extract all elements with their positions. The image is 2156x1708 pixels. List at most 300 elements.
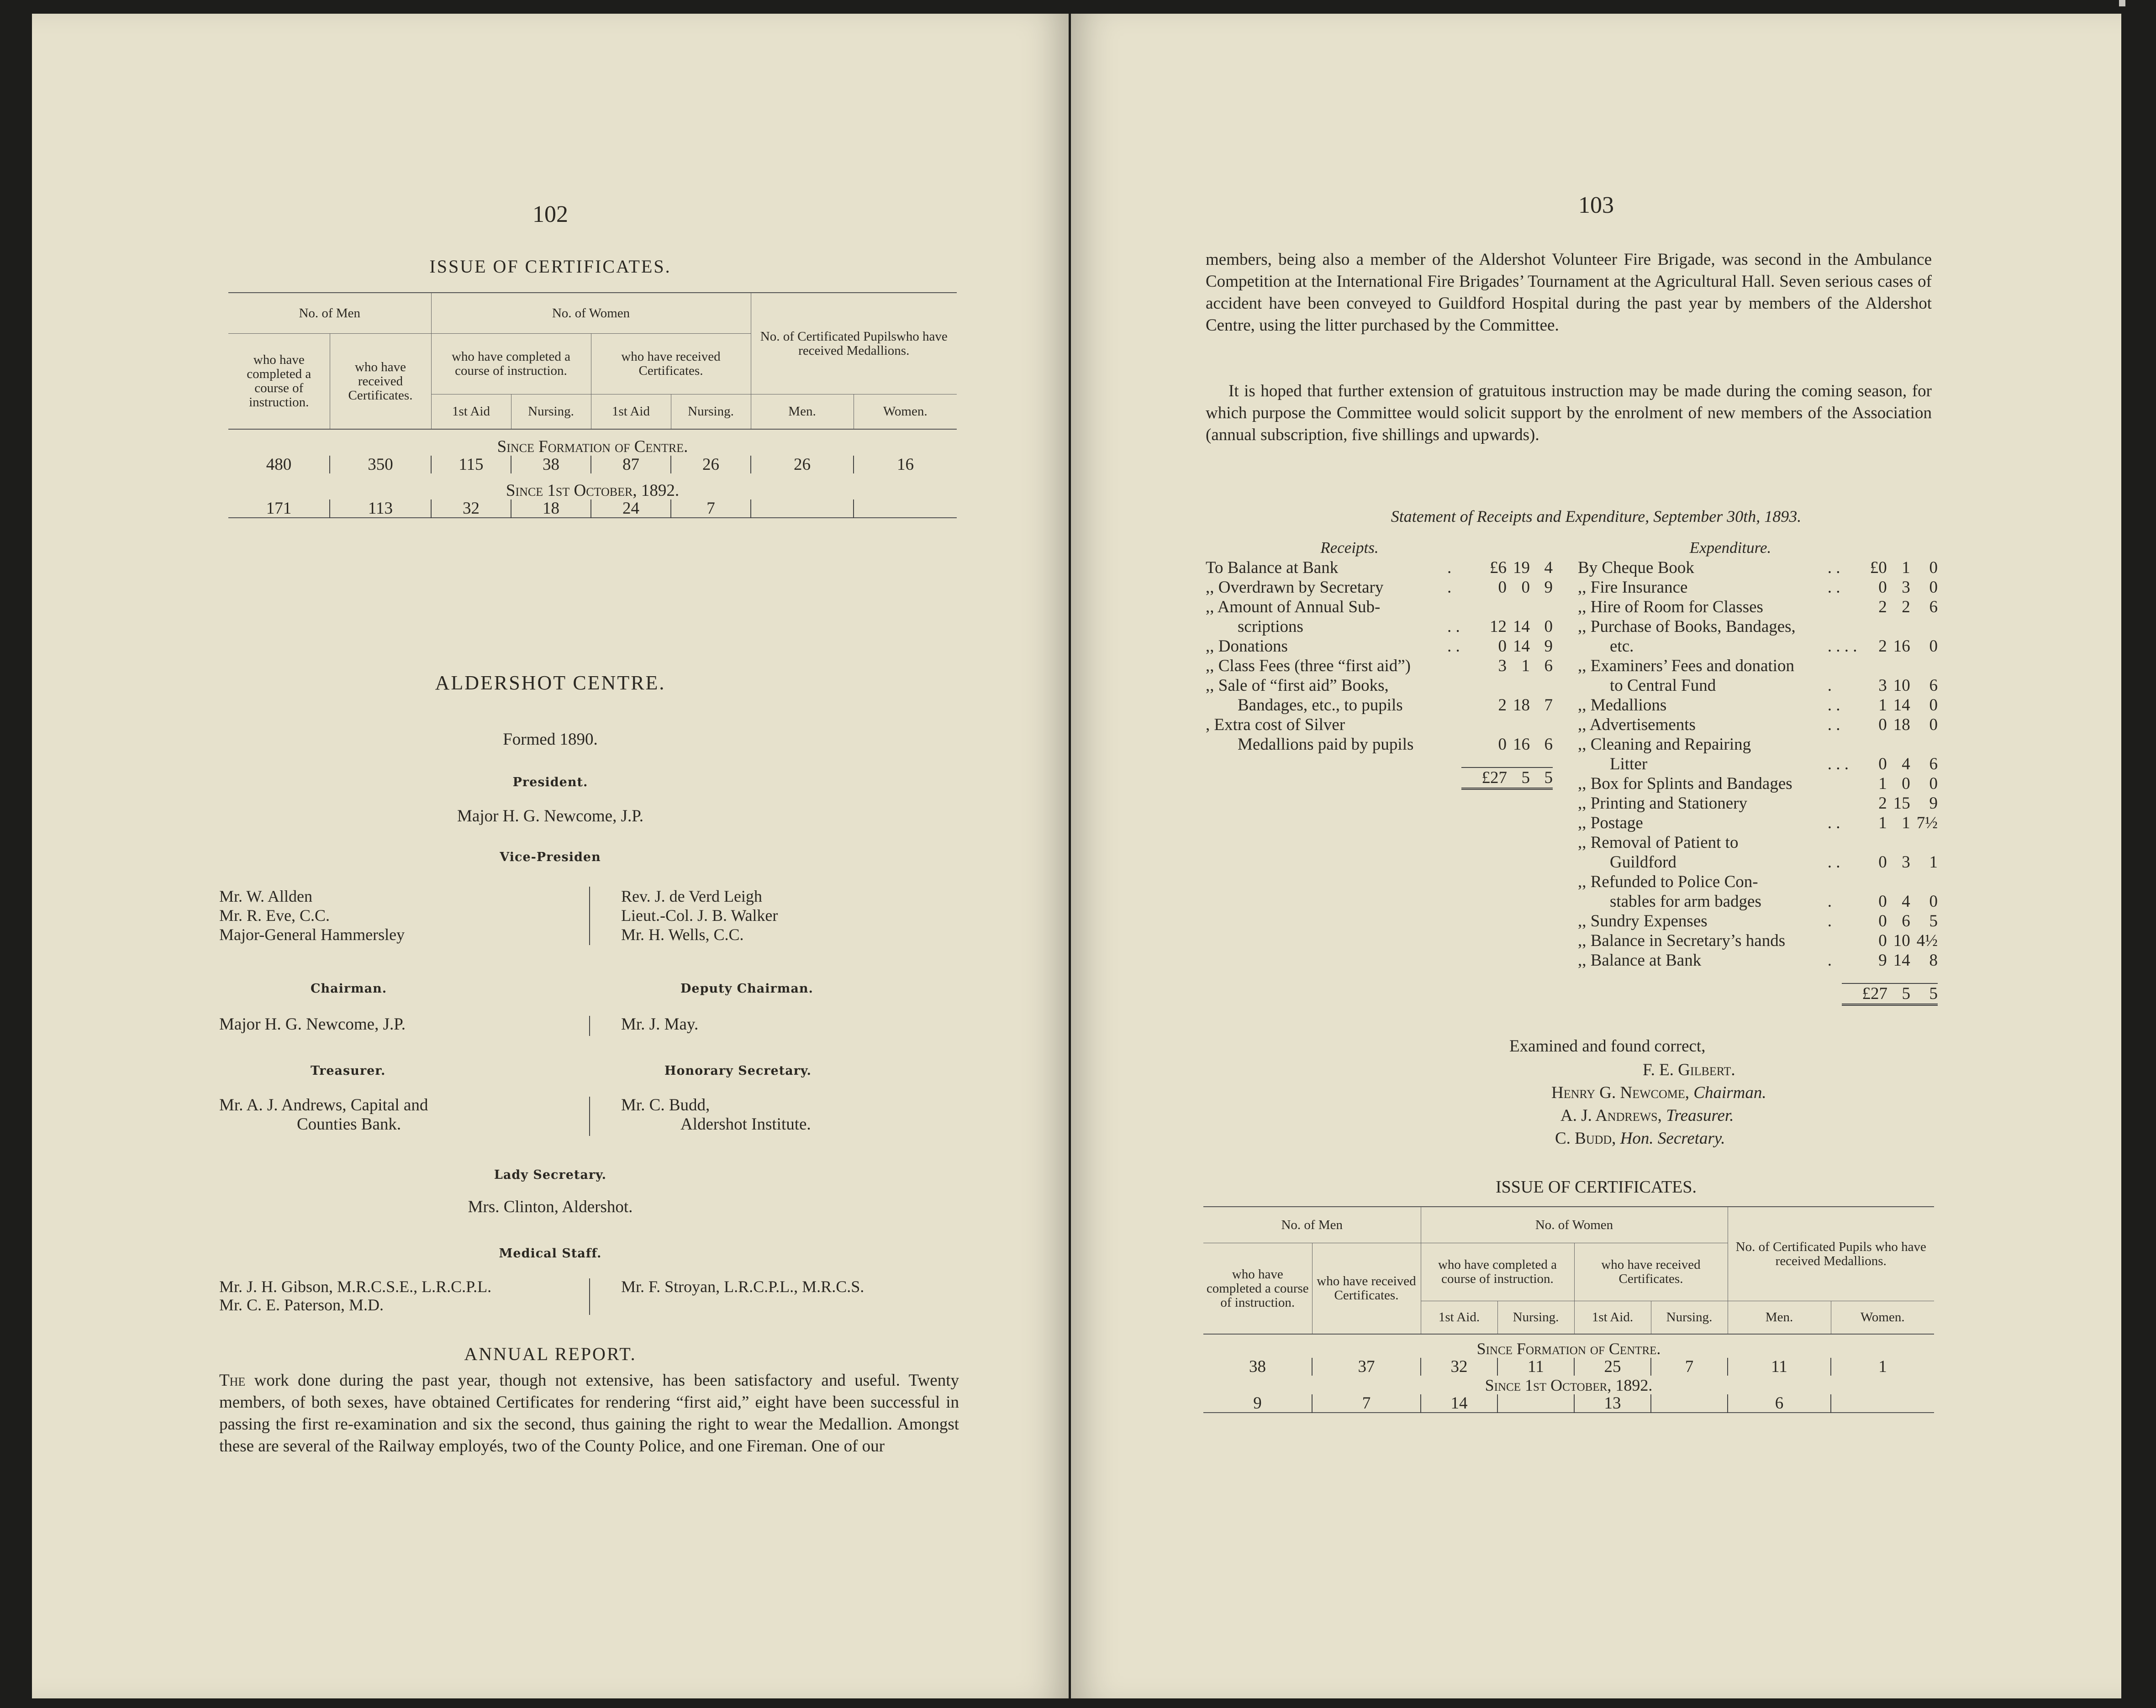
amount-shillings: 0	[1521, 578, 1530, 597]
amount-shillings: 4	[1902, 892, 1910, 911]
amount-pence: 9	[1544, 637, 1553, 656]
account-row	[1578, 656, 1938, 676]
value-cell	[1497, 1394, 1574, 1413]
value-cell: 350	[330, 456, 431, 473]
leader-dots: . . . .	[1827, 637, 1857, 656]
paragraph-further-extension: It is hoped that further extension of gratuitous instruction may be made during the coming season, for which purpose the Committee would solicit support by the enrolment of new members of the Association (annual subscription, five shillings and upwards).	[1206, 382, 1932, 444]
treasurer-line: Mr. A. J. Andrews, Capital and	[219, 1096, 428, 1114]
account-row	[1578, 695, 1938, 715]
account-label: ,, Sale of “first aid” Books,	[1206, 676, 1389, 695]
account-label: Bandages, etc., to pupils	[1238, 696, 1403, 715]
amount-pounds	[1479, 715, 1507, 735]
leader-dots: . .	[1447, 617, 1460, 636]
account-row	[1578, 617, 1938, 636]
amount-pounds	[1860, 872, 1887, 892]
leader-dots	[1447, 676, 1479, 695]
page-number: 103	[1578, 192, 1614, 218]
women-received-header: who have received Certificates.	[591, 334, 751, 394]
amount-pence: 6	[1929, 598, 1938, 616]
honorary-secretary-details	[621, 1096, 811, 1134]
amount-pence	[1530, 676, 1553, 695]
amount-pence	[1530, 715, 1553, 735]
group-women-header: No. of Women	[1421, 1207, 1728, 1243]
signatory	[1643, 1060, 1735, 1080]
amount-shillings: 1	[1521, 657, 1530, 675]
leader-dots	[1447, 695, 1479, 715]
vice-president: Major-General Hammersley	[219, 925, 405, 944]
leader-dots: . .	[1827, 696, 1840, 715]
column-divider	[589, 887, 590, 945]
account-row	[1206, 735, 1553, 754]
value-cell: 25	[1574, 1358, 1651, 1376]
group-men-header: No. of Men	[228, 293, 431, 334]
amount-pounds: 0	[1878, 755, 1887, 773]
president-heading: President.	[512, 775, 588, 789]
leader-dots	[1828, 617, 1860, 636]
leader-dots: .	[1827, 951, 1832, 970]
honorary-secretary-line: Aldershot Institute.	[680, 1115, 811, 1134]
page-number: 102	[532, 201, 568, 227]
amount-shillings	[1507, 597, 1530, 617]
value-cell: 87	[591, 456, 671, 473]
leader-dots: . .	[1827, 578, 1840, 597]
leader-dots: . .	[1827, 814, 1840, 832]
leader-dots: . .	[1827, 715, 1840, 734]
amount-pence: 8	[1929, 951, 1938, 970]
amount-pounds: 0	[1878, 912, 1887, 930]
lady-secretary-name: Mrs. Clinton, Aldershot.	[468, 1198, 633, 1216]
amount-pounds: 2	[1878, 598, 1887, 616]
left-page	[32, 14, 1069, 1698]
account-row	[1578, 794, 1938, 813]
value-cell: 113	[330, 499, 431, 518]
account-row	[1578, 636, 1938, 656]
certificates-title: ISSUE OF CERTIFICATES.	[1495, 1177, 1697, 1197]
value-cell: 26	[751, 456, 854, 473]
amount-pounds: 1	[1878, 814, 1887, 832]
account-row	[1206, 617, 1553, 636]
amount-pence: 7	[1544, 696, 1553, 715]
account-row	[1578, 597, 1938, 617]
signatory-name: A. J. Andrews,	[1560, 1106, 1662, 1125]
amount-pence: 9	[1544, 578, 1553, 597]
sub-first-aid: 1st Aid.	[1421, 1301, 1497, 1334]
account-label: ,, Fire Insurance	[1578, 578, 1688, 597]
value-cell: 32	[431, 499, 511, 518]
amount-pence: 7½	[1916, 814, 1938, 832]
account-label: ,, Hire of Room for Classes	[1578, 598, 1763, 616]
account-label: Guildford	[1610, 853, 1676, 872]
amount-pence	[1910, 735, 1938, 754]
account-row	[1206, 597, 1553, 617]
treasurer-heading: Treasurer.	[311, 1064, 386, 1078]
since-october-label: Since 1st October, 1892.	[1485, 1376, 1653, 1394]
amount-pence: 0	[1929, 715, 1938, 734]
sub-first-aid: 1st Aid	[591, 394, 671, 429]
amount-shillings: 10	[1893, 676, 1910, 695]
medical-staff-member: Mr. J. H. Gibson, M.R.C.S.E., L.R.C.P.L.	[219, 1277, 492, 1296]
account-label: By Cheque Book	[1578, 558, 1694, 577]
leader-dots	[1447, 656, 1479, 676]
value-cell: 26	[671, 456, 751, 473]
account-label: etc.	[1610, 637, 1634, 656]
amount-shillings	[1887, 656, 1910, 676]
account-label: scriptions	[1238, 617, 1303, 636]
value-cell: 7	[1312, 1394, 1421, 1413]
amount-shillings: 16	[1513, 735, 1530, 754]
men-completed-header: who have completed a course of instruction.	[1203, 1243, 1312, 1335]
receipts-total-pence: 5	[1530, 767, 1553, 789]
medical-staff-member: Mr. C. E. Paterson, M.D.	[219, 1296, 384, 1314]
value-cell	[1831, 1394, 1934, 1413]
since-october-label: Since 1st October, 1892.	[506, 481, 680, 500]
medical-staff-member: Mr. F. Stroyan, L.R.C.P.L., M.R.C.S.	[621, 1277, 865, 1296]
amount-pounds	[1479, 597, 1507, 617]
account-label: ,, Purchase of Books, Bandages,	[1578, 617, 1796, 636]
receipts-total-shillings: 5	[1507, 767, 1530, 789]
leader-dots	[1828, 774, 1860, 794]
account-row	[1206, 656, 1553, 676]
amount-pounds: 12	[1490, 617, 1507, 636]
amount-shillings: 18	[1513, 696, 1530, 715]
leader-dots: .	[1827, 912, 1832, 930]
account-row	[1206, 715, 1553, 735]
right-page	[1071, 14, 2121, 1698]
account-label: to Central Fund	[1610, 676, 1716, 695]
sub-women: Women.	[854, 394, 957, 429]
group-men-header: No. of Men	[1203, 1207, 1421, 1243]
amount-pounds: 2	[1878, 794, 1887, 813]
signatory-name: F. E. Gilbert.	[1643, 1061, 1735, 1079]
account-row	[1578, 578, 1938, 597]
account-row	[1206, 636, 1553, 656]
account-row	[1578, 872, 1938, 892]
amount-pence	[1910, 872, 1938, 892]
amount-pence: 4½	[1916, 931, 1938, 950]
amount-pence: 0	[1929, 774, 1938, 793]
amount-pence	[1910, 617, 1938, 636]
amount-pence	[1910, 656, 1938, 676]
expenditure-total-table	[1578, 983, 1938, 1006]
vice-president: Lieut.-Col. J. B. Walker	[621, 906, 778, 925]
leader-dots	[1828, 597, 1860, 617]
value-cell: 38	[1249, 1357, 1266, 1376]
amount-shillings: 6	[1902, 912, 1910, 930]
account-label: ,, Cleaning and Repairing	[1578, 735, 1751, 754]
account-label: ,, Advertisements	[1578, 715, 1696, 734]
account-label: ,, Box for Splints and Bandages	[1578, 774, 1792, 793]
women-completed-header: who have completed a course of instruction.	[1421, 1243, 1574, 1301]
annual-report-body: work done during the past year, though not extensive, has been satisfactory and useful. Twenty members, of both sexes, have obtained Certificates for rendering “first aid,” eight have been successful in passing the first re-examination and six the second, thus gaining the right to wear the Medallion. Amongst these are several of the Railway employés, two of the County Police, and one Fireman. One of our	[219, 1371, 959, 1456]
value-cell: 115	[431, 456, 511, 473]
leader-dots: . . .	[1827, 755, 1849, 773]
value-cell: 38	[511, 456, 591, 473]
amount-pence: 4	[1544, 558, 1553, 577]
leader-dots	[1828, 872, 1860, 892]
women-received-header: who have received Certificates.	[1574, 1243, 1728, 1301]
medical-staff-right	[621, 1277, 864, 1296]
account-row	[1206, 558, 1553, 578]
amount-shillings: 0	[1902, 774, 1910, 793]
account-label: ,, Donations	[1206, 637, 1288, 656]
amount-shillings	[1507, 715, 1530, 735]
sub-first-aid: 1st Aid.	[1574, 1301, 1651, 1334]
amount-pounds: 0	[1878, 578, 1887, 597]
account-row	[1578, 951, 1938, 970]
leader-dots: .	[1827, 892, 1832, 911]
receipts-section	[1206, 539, 1553, 790]
annual-report-lead: The	[219, 1371, 246, 1390]
account-label: ,, Postage	[1578, 814, 1643, 832]
certificates-table-left	[228, 292, 957, 518]
account-label: ,, Medallions	[1578, 696, 1667, 715]
account-row	[1578, 774, 1938, 794]
amount-shillings: 10	[1893, 931, 1910, 950]
value-cell: 14	[1421, 1394, 1497, 1413]
leader-dots: .	[1447, 578, 1452, 597]
leader-dots	[1828, 931, 1860, 951]
amount-shillings: 19	[1513, 558, 1530, 577]
value-cell: 11	[1728, 1358, 1831, 1376]
treasurer-details	[219, 1096, 428, 1134]
amount-pence: 6	[1544, 657, 1553, 675]
receipts-heading: Receipts.	[1320, 539, 1379, 557]
statement-title: Statement of Receipts and Expenditure, September 30th, 1893.	[1391, 507, 1802, 526]
account-row	[1206, 578, 1553, 597]
amount-shillings	[1887, 833, 1910, 852]
value-cell: 9	[1253, 1394, 1262, 1413]
signatory-role: Treasurer.	[1666, 1106, 1734, 1125]
expenditure-total-pounds: £27	[1842, 983, 1887, 1005]
amount-pounds	[1479, 676, 1507, 695]
amount-shillings: 14	[1513, 637, 1530, 656]
account-label: stables for arm badges	[1610, 892, 1761, 911]
amount-shillings: 14	[1893, 696, 1910, 715]
value-cell: 16	[854, 456, 957, 473]
expenditure-total-pence: 5	[1910, 983, 1938, 1005]
value-cell: 1	[1831, 1358, 1934, 1376]
expenditure-heading: Expenditure.	[1689, 539, 1771, 557]
amount-shillings: 1	[1902, 558, 1910, 577]
account-label: ,, Balance at Bank	[1578, 951, 1702, 970]
centre-title: ALDERSHOT CENTRE.	[435, 672, 666, 694]
account-row	[1578, 852, 1938, 872]
account-label: Litter	[1610, 755, 1648, 773]
leader-dots	[1828, 833, 1860, 852]
amount-pounds	[1860, 833, 1887, 852]
certificates-title: ISSUE OF CERTIFICATES.	[429, 256, 671, 277]
leader-dots: . .	[1827, 558, 1840, 577]
amount-shillings: 3	[1902, 853, 1910, 872]
account-row	[1578, 813, 1938, 833]
account-row	[1578, 931, 1938, 951]
men-completed-header: who have completed a course of instruction.	[228, 334, 330, 430]
expenditure-section	[1578, 539, 1938, 1006]
amount-pounds	[1860, 656, 1887, 676]
vice-presidents-left	[219, 887, 405, 944]
value-cell: 6	[1728, 1394, 1831, 1413]
account-row	[1578, 558, 1938, 578]
account-label: Medallions paid by pupils	[1238, 735, 1414, 754]
lady-secretary-heading: Lady Secretary.	[494, 1168, 607, 1182]
amount-shillings: 1	[1902, 814, 1910, 832]
leader-dots	[1828, 794, 1860, 813]
account-row	[1578, 911, 1938, 931]
amount-pounds	[1860, 735, 1887, 754]
account-row	[1578, 892, 1938, 911]
signatory	[1555, 1129, 1725, 1148]
amount-shillings	[1887, 617, 1910, 636]
amount-shillings: 14	[1893, 951, 1910, 970]
amount-shillings: 15	[1893, 794, 1910, 813]
amount-shillings	[1507, 676, 1530, 695]
amount-pence: 6	[1929, 755, 1938, 773]
men-received-header: who have received Certificates.	[330, 334, 431, 430]
vice-presidents-heading: Vice-Presiden	[500, 850, 601, 864]
amount-pence	[1910, 833, 1938, 852]
vice-presidents-right	[621, 887, 778, 944]
amount-pence: 0	[1544, 617, 1553, 636]
amount-shillings: 2	[1902, 598, 1910, 616]
signatory-role: Chairman.	[1693, 1083, 1766, 1102]
account-label: ,, Printing and Stationery	[1578, 794, 1747, 813]
amount-pence: 6	[1544, 735, 1553, 754]
medical-staff-left	[219, 1277, 491, 1314]
account-label: To Balance at Bank	[1206, 558, 1339, 577]
group-women-header: No. of Women	[431, 293, 751, 334]
amount-pence: 0	[1929, 637, 1938, 656]
leader-dots: .	[1447, 558, 1452, 577]
leader-dots	[1828, 735, 1860, 754]
amount-pounds: £0	[1870, 558, 1887, 577]
examined-statement: Examined and found correct,	[1509, 1037, 1706, 1056]
account-row	[1206, 695, 1553, 715]
amount-pence: 9	[1929, 794, 1938, 813]
account-row	[1578, 735, 1938, 754]
honorary-secretary-heading: Honorary Secretary.	[664, 1064, 812, 1078]
chairman-heading: Chairman.	[311, 982, 387, 996]
formed-date: Formed 1890.	[503, 730, 598, 749]
amount-pence: 6	[1929, 676, 1938, 695]
value-cell: 7	[1651, 1358, 1728, 1376]
sub-men: Men.	[1728, 1301, 1831, 1334]
vice-president: Mr. R. Eve, C.C.	[219, 906, 330, 925]
amount-pence: 0	[1929, 578, 1938, 597]
sub-men: Men.	[751, 394, 854, 429]
paragraph-continuation: members, being also a member of the Aldershot Volunteer Fire Brigade, was second in the Ambulance Competition at the International Fire Brigades’ Tournament at the Agricultural Hall. Seven serious cases of accident have been conveyed to Guildford Hospital during the past year by members of the Aldershot Centre, using the litter purchased by the Committee.	[1206, 250, 1932, 335]
signatory	[1560, 1106, 1734, 1125]
account-label: ,, Removal of Patient to	[1578, 833, 1739, 852]
annual-report-text	[219, 1370, 959, 1457]
amount-pounds: 1	[1878, 696, 1887, 715]
amount-pence: 1	[1929, 853, 1938, 872]
leader-dots: .	[1827, 676, 1832, 695]
men-received-header: who have received Certificates.	[1312, 1243, 1421, 1335]
amount-pounds: £6	[1490, 558, 1507, 577]
sub-women: Women.	[1831, 1301, 1934, 1334]
value-cell: 24	[591, 499, 671, 518]
sub-nursing: Nursing.	[1651, 1301, 1728, 1334]
since-formation-label: Since Formation of Centre.	[1476, 1340, 1661, 1358]
leader-dots	[1828, 656, 1860, 676]
amount-pounds: 3	[1878, 676, 1887, 695]
account-row	[1578, 754, 1938, 774]
value-cell: 18	[511, 499, 591, 518]
value-cell: 11	[1497, 1358, 1574, 1376]
amount-pence	[1530, 597, 1553, 617]
annual-report-title: ANNUAL REPORT.	[464, 1344, 637, 1364]
amount-pounds: 0	[1878, 853, 1887, 872]
account-label: , Extra cost of Silver	[1206, 715, 1345, 734]
medallions-header: No. of Certificated Pupils who have received Medallions.	[1728, 1207, 1934, 1301]
treasurer-line: Counties Bank.	[297, 1115, 401, 1134]
receipts-total-pounds: £27	[1461, 767, 1507, 789]
expenditure-total-shillings: 5	[1887, 983, 1910, 1005]
scan-corner-marker	[2119, 0, 2125, 6]
leader-dots	[1447, 597, 1479, 617]
signatory-name: Henry G. Newcome,	[1551, 1083, 1690, 1102]
value-cell	[854, 499, 957, 518]
amount-pounds: 0	[1878, 931, 1887, 950]
amount-shillings: 3	[1902, 578, 1910, 597]
account-label: ,, Examiners’ Fees and donation	[1578, 657, 1795, 675]
account-label: ,, Overdrawn by Secretary	[1206, 578, 1384, 597]
deputy-chairman-name: Mr. J. May.	[621, 1015, 699, 1034]
leader-dots: . .	[1447, 637, 1460, 656]
amount-shillings: 4	[1902, 755, 1910, 773]
amount-pence: 5	[1929, 912, 1938, 930]
signatory	[1551, 1083, 1766, 1103]
value-cell: 7	[671, 499, 751, 518]
sub-nursing: Nursing.	[1497, 1301, 1574, 1334]
amount-pounds: 0	[1498, 735, 1507, 754]
amount-pence: 0	[1929, 558, 1938, 577]
value-cell	[751, 499, 854, 518]
chairman-name: Major H. G. Newcome, J.P.	[219, 1015, 406, 1034]
amount-pounds: 0	[1498, 637, 1507, 656]
value-cell: 480	[266, 455, 292, 474]
amount-shillings: 18	[1893, 715, 1910, 734]
account-row	[1578, 676, 1938, 695]
vice-president: Rev. J. de Verd Leigh	[621, 887, 762, 905]
amount-pounds: 2	[1498, 696, 1507, 715]
amount-pounds: 2	[1878, 637, 1887, 656]
value-cell: 171	[266, 499, 292, 518]
account-label: ,, Class Fees (three “first aid”)	[1206, 657, 1411, 675]
amount-shillings	[1887, 872, 1910, 892]
amount-shillings	[1887, 735, 1910, 754]
receipts-table	[1206, 558, 1553, 754]
receipts-total-table	[1206, 767, 1553, 790]
amount-pence: 0	[1929, 892, 1938, 911]
account-row	[1578, 833, 1938, 852]
account-row	[1578, 715, 1938, 735]
value-cell	[1651, 1394, 1728, 1413]
amount-pounds	[1860, 617, 1887, 636]
amount-pence: 0	[1929, 696, 1938, 715]
deputy-chairman-heading: Deputy Chairman.	[680, 982, 813, 996]
amount-shillings: 16	[1893, 637, 1910, 656]
column-divider	[589, 1097, 590, 1136]
amount-pounds: 0	[1498, 578, 1507, 597]
certificates-table-right	[1203, 1206, 1934, 1413]
value-cell: 13	[1574, 1394, 1651, 1413]
account-label: ,, Balance in Secretary’s hands	[1578, 931, 1786, 950]
vice-president: Mr. W. Allden	[219, 887, 313, 905]
amount-shillings: 14	[1513, 617, 1530, 636]
account-row	[1206, 676, 1553, 695]
honorary-secretary-line: Mr. C. Budd,	[621, 1096, 710, 1114]
